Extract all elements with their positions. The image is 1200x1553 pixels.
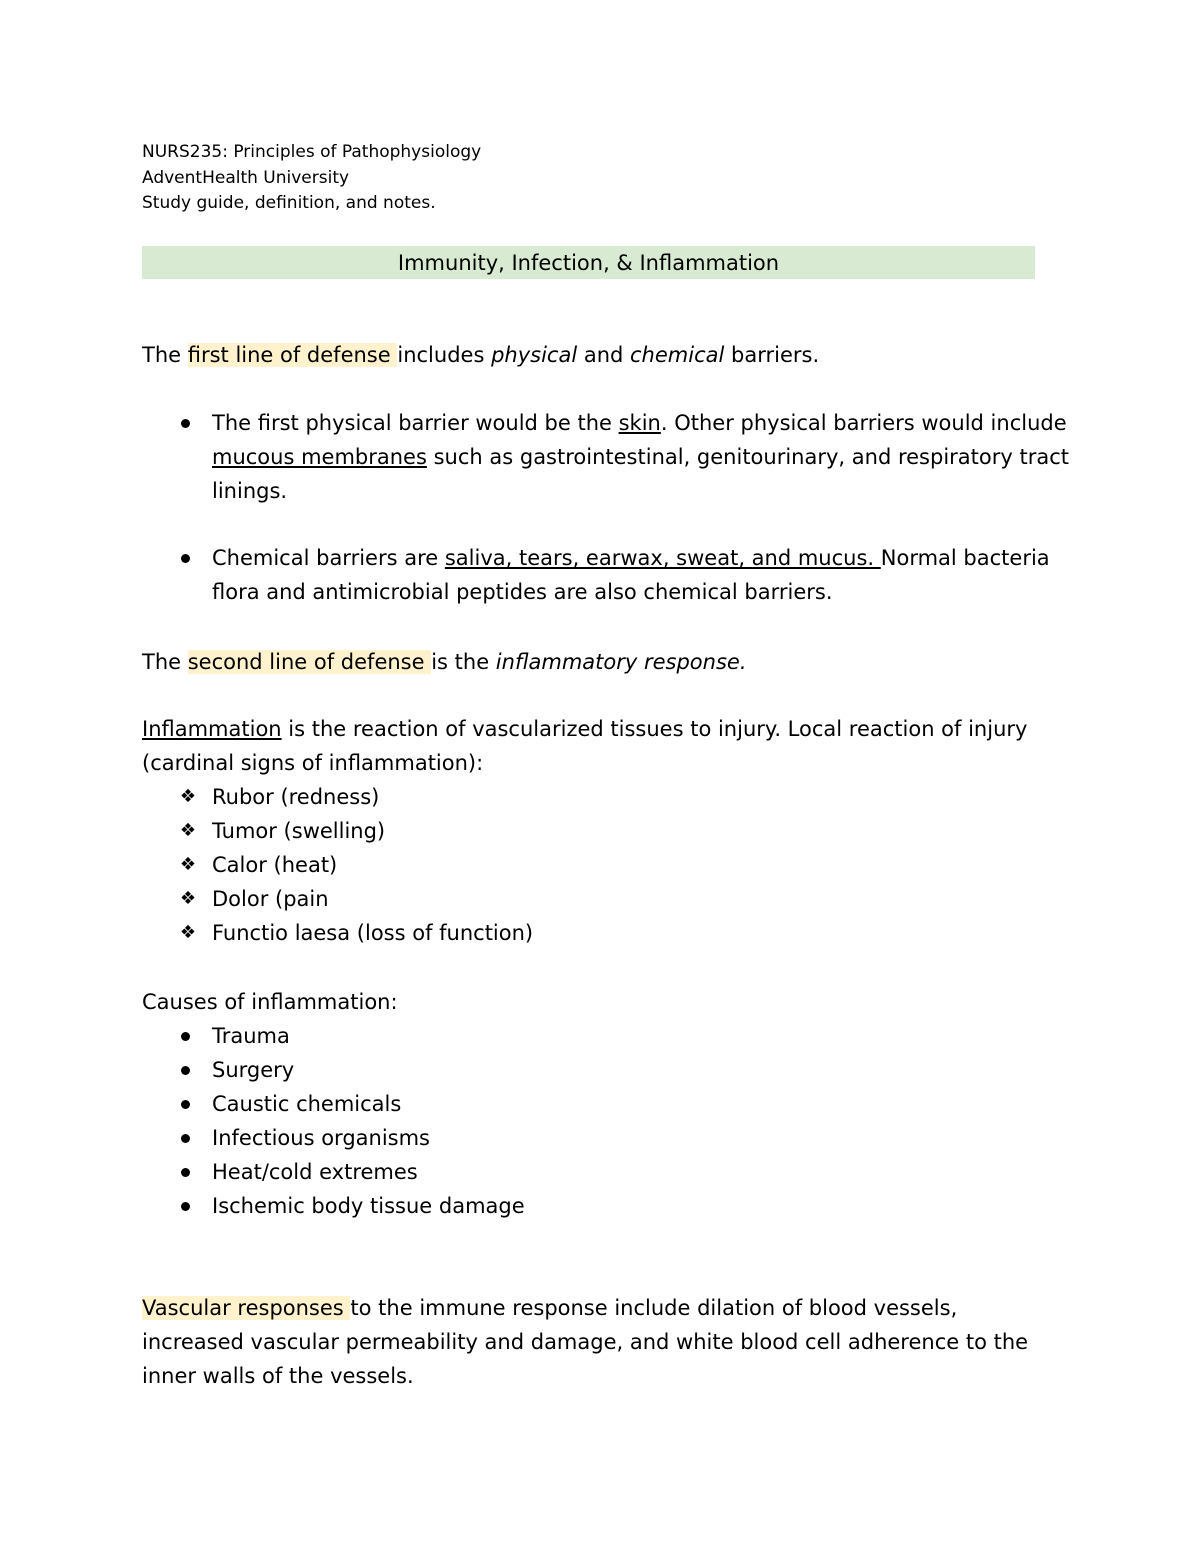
text-run: to the immune response include dilation of blood vessels, increased vascular permeability and damage, and white blood cell adherence to the inner walls of the vessels. (142, 1296, 1029, 1388)
sign-text: Dolor (pain (212, 887, 329, 911)
italic-chemical: chemical (630, 343, 725, 367)
list-item (142, 1155, 1072, 1189)
underline-mucous-membranes: mucous membranes (212, 445, 427, 469)
causes-heading: Causes of inflammation: (142, 990, 398, 1014)
text-run: The first physical barrier would be the (212, 411, 619, 435)
italic-physical: physical (491, 343, 578, 367)
diamond-bullet-icon: ❖ (179, 786, 197, 807)
text-run: Normal bacteria flora and antimicrobial peptides are also chemical barriers. (212, 546, 1050, 604)
causes-list (142, 1019, 1072, 1223)
list-item (142, 541, 1072, 609)
list-item (142, 1121, 1072, 1155)
cause-text: Infectious organisms (212, 1126, 430, 1150)
sign-text: Tumor (swelling) (212, 819, 386, 843)
vascular-responses-paragraph (142, 1291, 1042, 1393)
first-line-paragraph (142, 338, 1052, 372)
text-run: The (142, 650, 188, 674)
list-item (142, 814, 1072, 848)
cause-text: Caustic chemicals (212, 1092, 402, 1116)
bullet-dot-icon (181, 1066, 190, 1075)
diamond-bullet-icon: ❖ (179, 820, 197, 841)
list-item (142, 848, 1072, 882)
sign-text: Calor (heat) (212, 853, 338, 877)
section-title-text: Immunity, Infection, & Inflammation (397, 250, 780, 275)
italic-inflammatory-response: inflammatory response. (495, 650, 747, 674)
list-item (142, 1087, 1072, 1121)
text-run: and (577, 343, 631, 367)
bullet-dot-icon (181, 1202, 190, 1211)
cause-text: Trauma (212, 1024, 290, 1048)
highlight-second-line: second line of defense (187, 650, 432, 674)
cause-text: Ischemic body tissue damage (212, 1194, 525, 1218)
sign-text: Functio laesa (loss of function) (212, 921, 534, 945)
cardinal-signs-list (142, 780, 1072, 950)
bullet-dot-icon (181, 1100, 190, 1109)
cause-text: Surgery (212, 1058, 295, 1082)
chemical-barrier-list (142, 541, 1072, 609)
cause-text: Heat/cold extremes (212, 1160, 418, 1184)
course-name: NURS235: Principles of Pathophysiology (142, 142, 482, 162)
university-name: AdventHealth University (142, 167, 350, 188)
bullet-dot-icon (181, 1168, 190, 1177)
text-run: such as gastrointestinal, genitourinary, and respiratory tract linings. (212, 445, 1069, 503)
underline-skin: skin (618, 411, 661, 435)
list-item (142, 1189, 1072, 1223)
second-line-paragraph (142, 645, 1052, 679)
underline-inflammation: Inflammation (142, 717, 282, 741)
list-item (142, 780, 1072, 814)
diamond-bullet-icon: ❖ (179, 888, 197, 909)
list-item (142, 406, 1072, 508)
text-run: Chemical barriers are (212, 546, 445, 570)
document-subtitle: Study guide, definition, and notes. (142, 193, 436, 213)
sign-text: Rubor (redness) (212, 785, 380, 809)
text-run: is the reaction of vascularized tissues to injury. Local reaction of injury (cardinal signs of inflammation): (142, 717, 1028, 775)
list-item (142, 882, 1072, 916)
bullet-dot-icon (181, 419, 190, 428)
text-run: . Other physical barriers would include (660, 411, 1067, 435)
list-item (142, 916, 1072, 950)
diamond-bullet-icon: ❖ (179, 922, 197, 943)
text-run: The (142, 343, 188, 367)
list-item (142, 1019, 1072, 1053)
list-item (142, 1053, 1072, 1087)
underline-chemical-list: saliva, tears, earwax, sweat, and mucus. (444, 546, 881, 570)
inflammation-definition (142, 712, 1052, 780)
barrier-list (142, 406, 1072, 508)
diamond-bullet-icon: ❖ (179, 854, 197, 875)
highlight-first-line: first line of defense (187, 343, 398, 367)
document-header (142, 140, 481, 217)
highlight-vascular-responses: Vascular responses (142, 1296, 351, 1320)
text-run: barriers. (724, 343, 820, 367)
bullet-dot-icon (181, 1134, 190, 1143)
section-title (142, 246, 1035, 279)
text-run: includes (397, 343, 492, 367)
bullet-dot-icon (181, 554, 190, 563)
text-run: is the (431, 650, 496, 674)
bullet-dot-icon (181, 1032, 190, 1041)
